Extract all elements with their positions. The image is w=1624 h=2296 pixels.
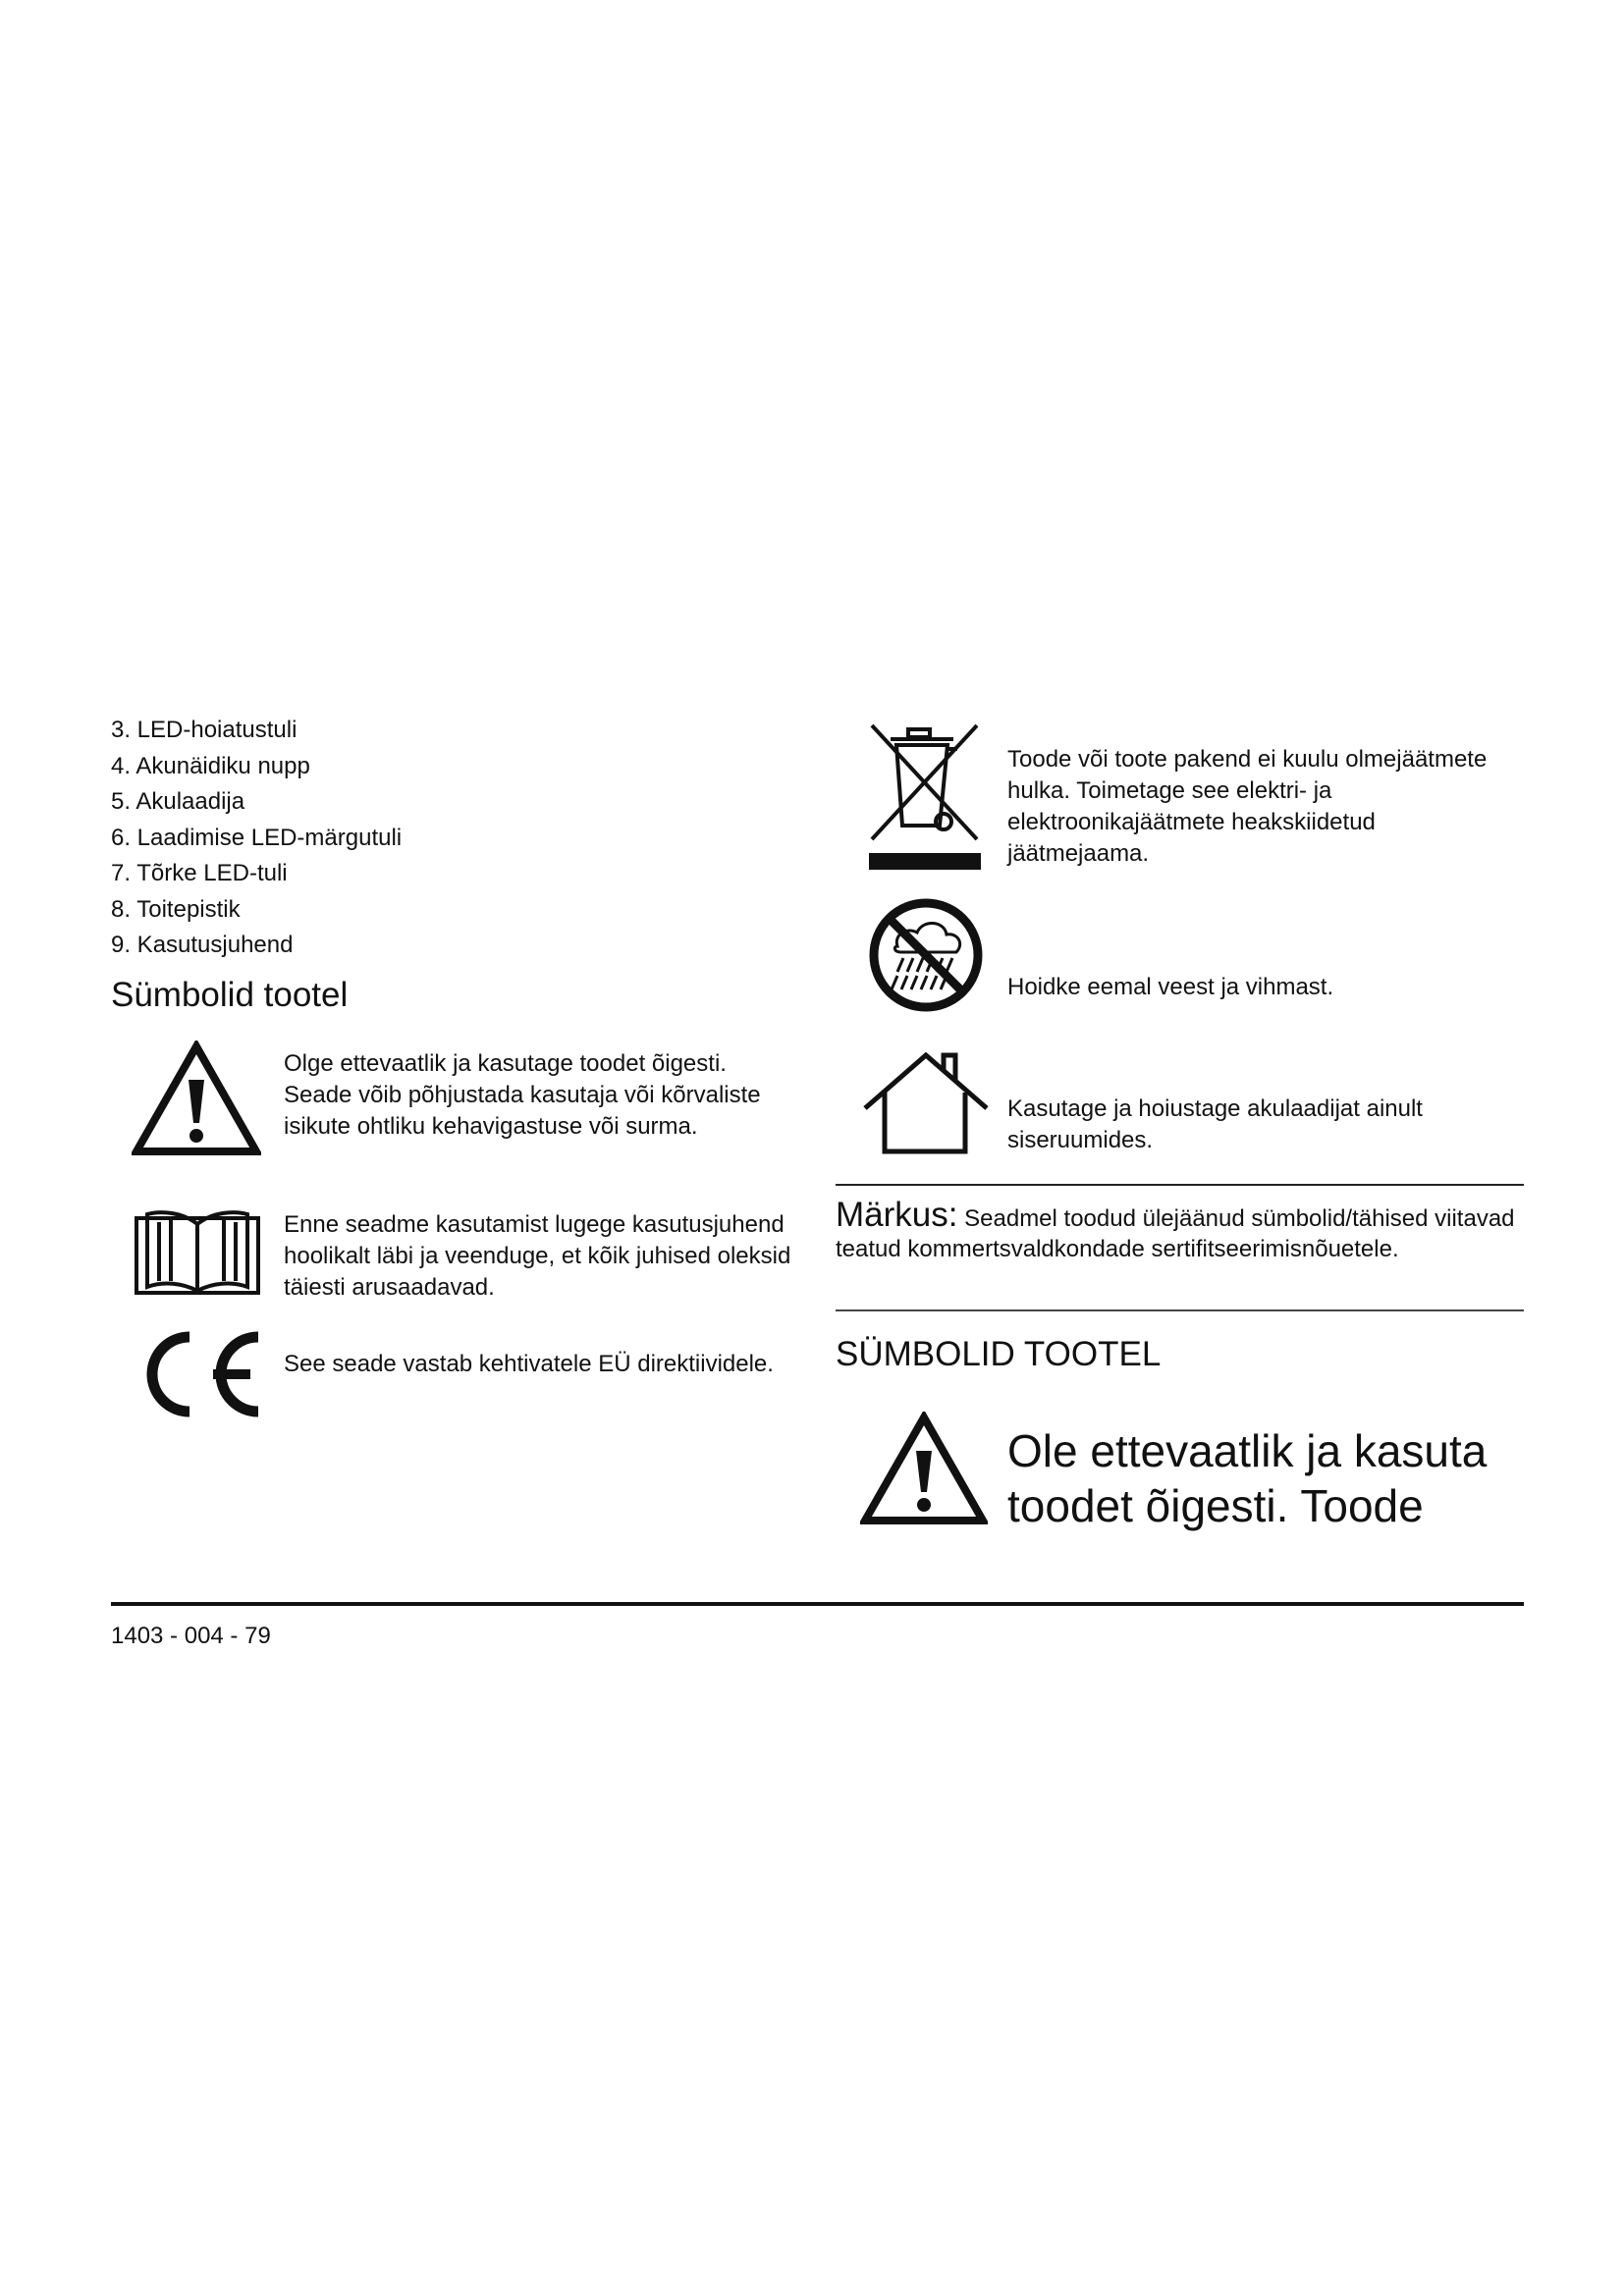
left-section-heading: Sümbolid tootel	[111, 976, 349, 1014]
indoor-description: Kasutage ja hoiustage akulaadijat ainult siseruumides.	[1007, 1095, 1423, 1153]
parts-list	[111, 713, 798, 964]
right-section-heading: SÜMBOLID TOOTEL	[836, 1335, 1162, 1373]
warning-description: Olge ettevaatlik ja kasutage toodet õigesti. Seade võib põhjustada kasutaja või kõrvaliste isikute ohtliku kehavigastuse või surma.	[284, 1050, 761, 1140]
list-item: 4. Akunäidiku nupp	[111, 752, 310, 779]
ce-mark-icon	[135, 1327, 262, 1421]
crossed-bin-icon	[867, 721, 983, 872]
list-item: 5. Akulaadija	[111, 788, 245, 815]
warning-triangle-icon	[860, 1412, 988, 1525]
warning-triangle-icon	[132, 1041, 261, 1156]
list-item: 3. LED-hoiatustuli	[111, 717, 298, 743]
manual-book-icon	[134, 1202, 261, 1297]
no-rain-icon	[868, 897, 984, 1013]
doc-number: 1403 - 004 -	[111, 1623, 245, 1649]
indoor-house-icon	[861, 1049, 989, 1155]
ce-description: See seade vastab kehtivatele EÜ direktiividele.	[284, 1351, 774, 1377]
page-footer	[111, 1622, 271, 1651]
note-text: Seadmel toodud ülejäänud sümbolid/tähised viitavad teatud kommertsvaldkondade sertifitseerimisnõuetele.	[836, 1205, 1515, 1262]
manual-description: Enne seadme kasutamist lugege kasutusjuhend hoolikalt läbi ja veenduge, et kõik juhised oleksid täiesti arusaadavad.	[284, 1211, 791, 1301]
note-label: Märkus:	[836, 1196, 958, 1234]
note-bottom-divider	[836, 1309, 1524, 1311]
bin-description: Toode või toote pakend ei kuulu olmejäätmete hulka. Toimetage see elektri- ja elektroonikajäätmete heakskiidetud jäätmejaama.	[1007, 746, 1488, 867]
list-item: 6. Laadimise LED-märgutuli	[111, 824, 403, 851]
rain-description: Hoidke eemal veest ja vihmast.	[1007, 974, 1334, 1000]
list-item: 7. Tõrke LED-tuli	[111, 860, 288, 886]
list-item: 9. Kasutusjuhend	[111, 932, 294, 958]
page-number: 79	[244, 1623, 271, 1649]
note-top-divider	[836, 1184, 1524, 1186]
list-item: 8. Toitepistik	[111, 895, 241, 923]
note-block	[836, 1196, 1523, 1264]
footer-divider	[111, 1602, 1524, 1606]
big-warning-text: Ole ettevaatlik ja kasuta toodet õigesti. Toode	[1007, 1425, 1488, 1531]
